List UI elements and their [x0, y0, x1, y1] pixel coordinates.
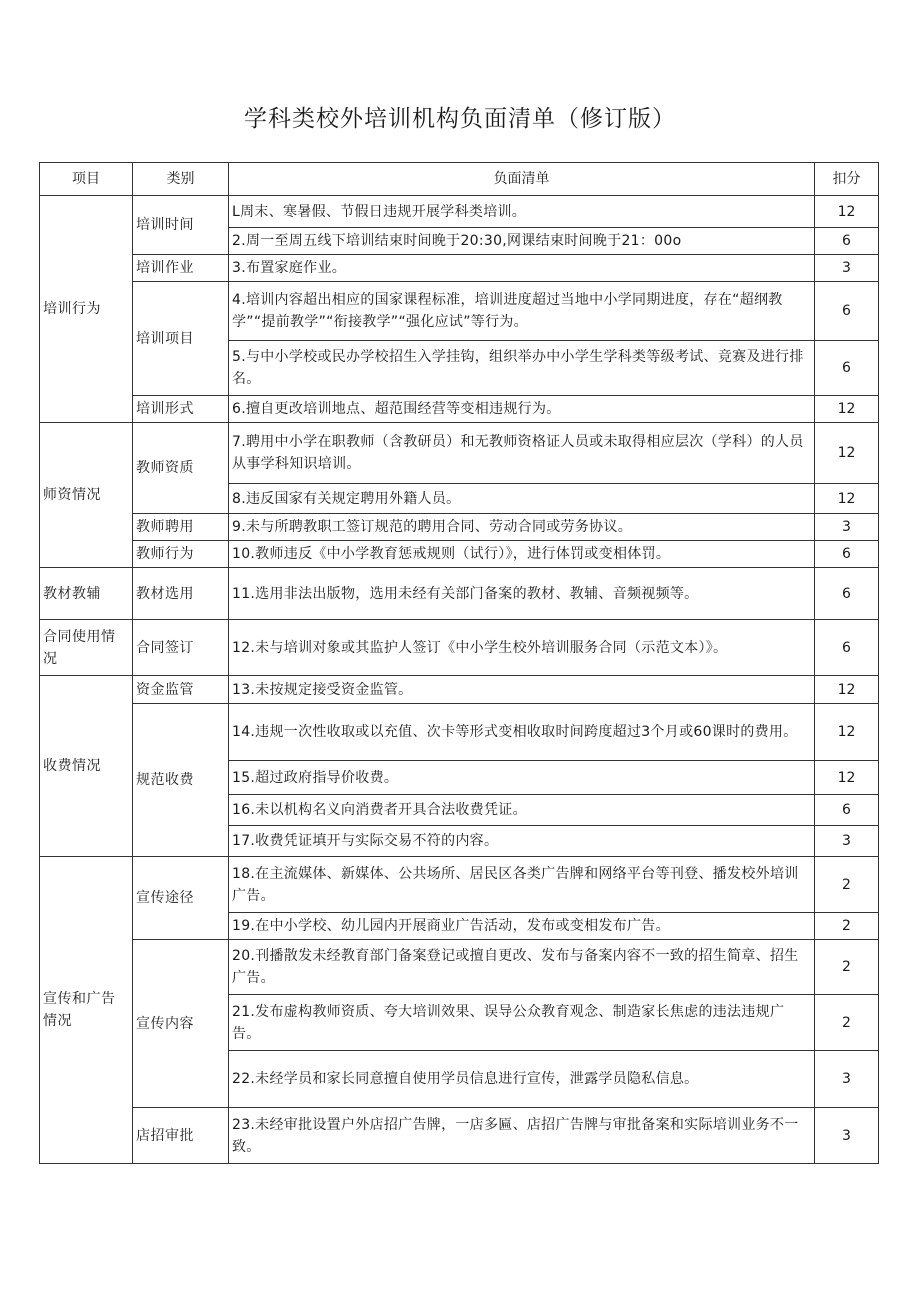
item-text: 3.布置家庭作业。: [229, 255, 815, 282]
item-points: 6: [815, 795, 879, 826]
table-row: [40, 423, 879, 484]
item-text: 11.选用非法出版物，选用未经有关部门备案的教材、教辅、音频视频等。: [229, 568, 815, 620]
project-cell: 教材教辅: [40, 568, 133, 620]
item-points: 12: [815, 704, 879, 761]
item-text: 18.在主流媒体、新媒体、公共场所、居民区各类广告牌和网络平台等刊登、播发校外培训广告。: [229, 857, 815, 913]
category-cell: 规范收费: [133, 704, 229, 857]
item-points: 12: [815, 396, 879, 423]
header-row: [40, 163, 879, 196]
category-cell: 资金监管: [133, 676, 229, 704]
item-points: 12: [815, 676, 879, 704]
item-text: 5.与中小学校或民办学校招生入学挂钩，组织举办中小学生学科类等级考试、竞赛及进行排名。: [229, 341, 815, 396]
table-row: [40, 282, 879, 341]
category-cell: 店招审批: [133, 1108, 229, 1164]
item-points: 6: [815, 541, 879, 568]
category-cell: 教师资质: [133, 423, 229, 514]
item-text: 7.聘用中小学在职教师（含教研员）和无教师资格证人员或未取得相应层次（学科）的人员从事学科知识培训。: [229, 423, 815, 484]
item-points: 12: [815, 423, 879, 484]
item-points: 6: [815, 341, 879, 396]
table-row: [40, 704, 879, 761]
item-text: 4.培训内容超出相应的国家课程标准，培训进度超过当地中小学同期进度，存在“超纲教学”“提前教学”“衔接教学”“强化应试”等行为。: [229, 282, 815, 341]
table-row: [40, 396, 879, 423]
item-text: L周末、寒暑假、节假日违规开展学科类培训。: [229, 196, 815, 228]
project-cell: 师资情况: [40, 423, 133, 568]
category-cell: 宣传内容: [133, 940, 229, 1108]
category-cell: 培训作业: [133, 255, 229, 282]
table-row: [40, 1108, 879, 1164]
item-points: 3: [815, 1108, 879, 1164]
item-text: 13.未按规定接受资金监管。: [229, 676, 815, 704]
category-cell: 培训项目: [133, 282, 229, 396]
project-cell: 收费情况: [40, 676, 133, 857]
header-points: 扣分: [815, 163, 879, 196]
table-row: [40, 196, 879, 228]
header-category: 类别: [133, 163, 229, 196]
item-text: 10.教师违反《中小学教育惩戒规则（试行）》，进行体罚或变相体罚。: [229, 541, 815, 568]
project-cell: 宣传和广告情况: [40, 857, 133, 1164]
category-cell: 教师聘用: [133, 514, 229, 541]
table-row: [40, 541, 879, 568]
item-text: 17.收费凭证填开与实际交易不符的内容。: [229, 826, 815, 857]
item-text: 2.周一至周五线下培训结束时间晚于20:30,网课结束时间晚于21：00o: [229, 228, 815, 255]
item-text: 12.未与培训对象或其监护人签订《中小学生校外培训服务合同（示范文本）》。: [229, 620, 815, 676]
item-points: 12: [815, 196, 879, 228]
table-row: [40, 255, 879, 282]
item-text: 15.超过政府指导价收费。: [229, 761, 815, 795]
item-text: 14.违规一次性收取或以充值、次卡等形式变相收取时间跨度超过3个月或60课时的费用。: [229, 704, 815, 761]
item-points: 6: [815, 620, 879, 676]
document-title: 学科类校外培训机构负面清单（修订版）: [244, 106, 676, 132]
item-text: 9.未与所聘教职工签订规范的聘用合同、劳动合同或劳务协议。: [229, 514, 815, 541]
item-text: 19.在中小学校、幼儿园内开展商业广告活动，发布或变相发布广告。: [229, 913, 815, 940]
negative-list-table: [39, 162, 879, 1164]
category-cell: 合同签订: [133, 620, 229, 676]
item-points: 12: [815, 484, 879, 514]
item-text: 20.刊播散发未经教育部门备案登记或擅自更改、发布与备案内容不一致的招生简章、招生广告。: [229, 940, 815, 995]
item-points: 6: [815, 282, 879, 341]
item-points: 3: [815, 514, 879, 541]
table-row: [40, 514, 879, 541]
project-cell: 培训行为: [40, 196, 133, 423]
header-item: 负面清单: [229, 163, 815, 196]
item-points: 3: [815, 255, 879, 282]
item-points: 3: [815, 826, 879, 857]
item-points: 2: [815, 913, 879, 940]
category-cell: 培训时间: [133, 196, 229, 255]
item-text: 16.未以机构名义向消费者开具合法收费凭证。: [229, 795, 815, 826]
item-points: 6: [815, 228, 879, 255]
item-points: 2: [815, 857, 879, 913]
category-cell: 培训形式: [133, 396, 229, 423]
item-text: 22.未经学员和家长同意擅自使用学员信息进行宣传，泄露学员隐私信息。: [229, 1051, 815, 1108]
item-points: 6: [815, 568, 879, 620]
category-cell: 教材选用: [133, 568, 229, 620]
item-points: 2: [815, 995, 879, 1051]
item-text: 8.违反国家有关规定聘用外籍人员。: [229, 484, 815, 514]
item-points: 12: [815, 761, 879, 795]
header-project: 项目: [40, 163, 133, 196]
project-cell: 合同使用情况: [40, 620, 133, 676]
table-row: [40, 620, 879, 676]
item-text: 23.未经审批设置户外店招广告牌，一店多匾、店招广告牌与审批备案和实际培训业务不一致。: [229, 1108, 815, 1164]
item-text: 6.擅自更改培训地点、超范围经营等变相违规行为。: [229, 396, 815, 423]
item-points: 2: [815, 940, 879, 995]
category-cell: 宣传途径: [133, 857, 229, 940]
item-points: 3: [815, 1051, 879, 1108]
table-row: [40, 676, 879, 704]
table-row: [40, 568, 879, 620]
category-cell: 教师行为: [133, 541, 229, 568]
item-text: 21.发布虚构教师资质、夸大培训效果、误导公众教育观念、制造家长焦虑的违法违规广告。: [229, 995, 815, 1051]
table-row: [40, 857, 879, 913]
table-row: [40, 940, 879, 995]
